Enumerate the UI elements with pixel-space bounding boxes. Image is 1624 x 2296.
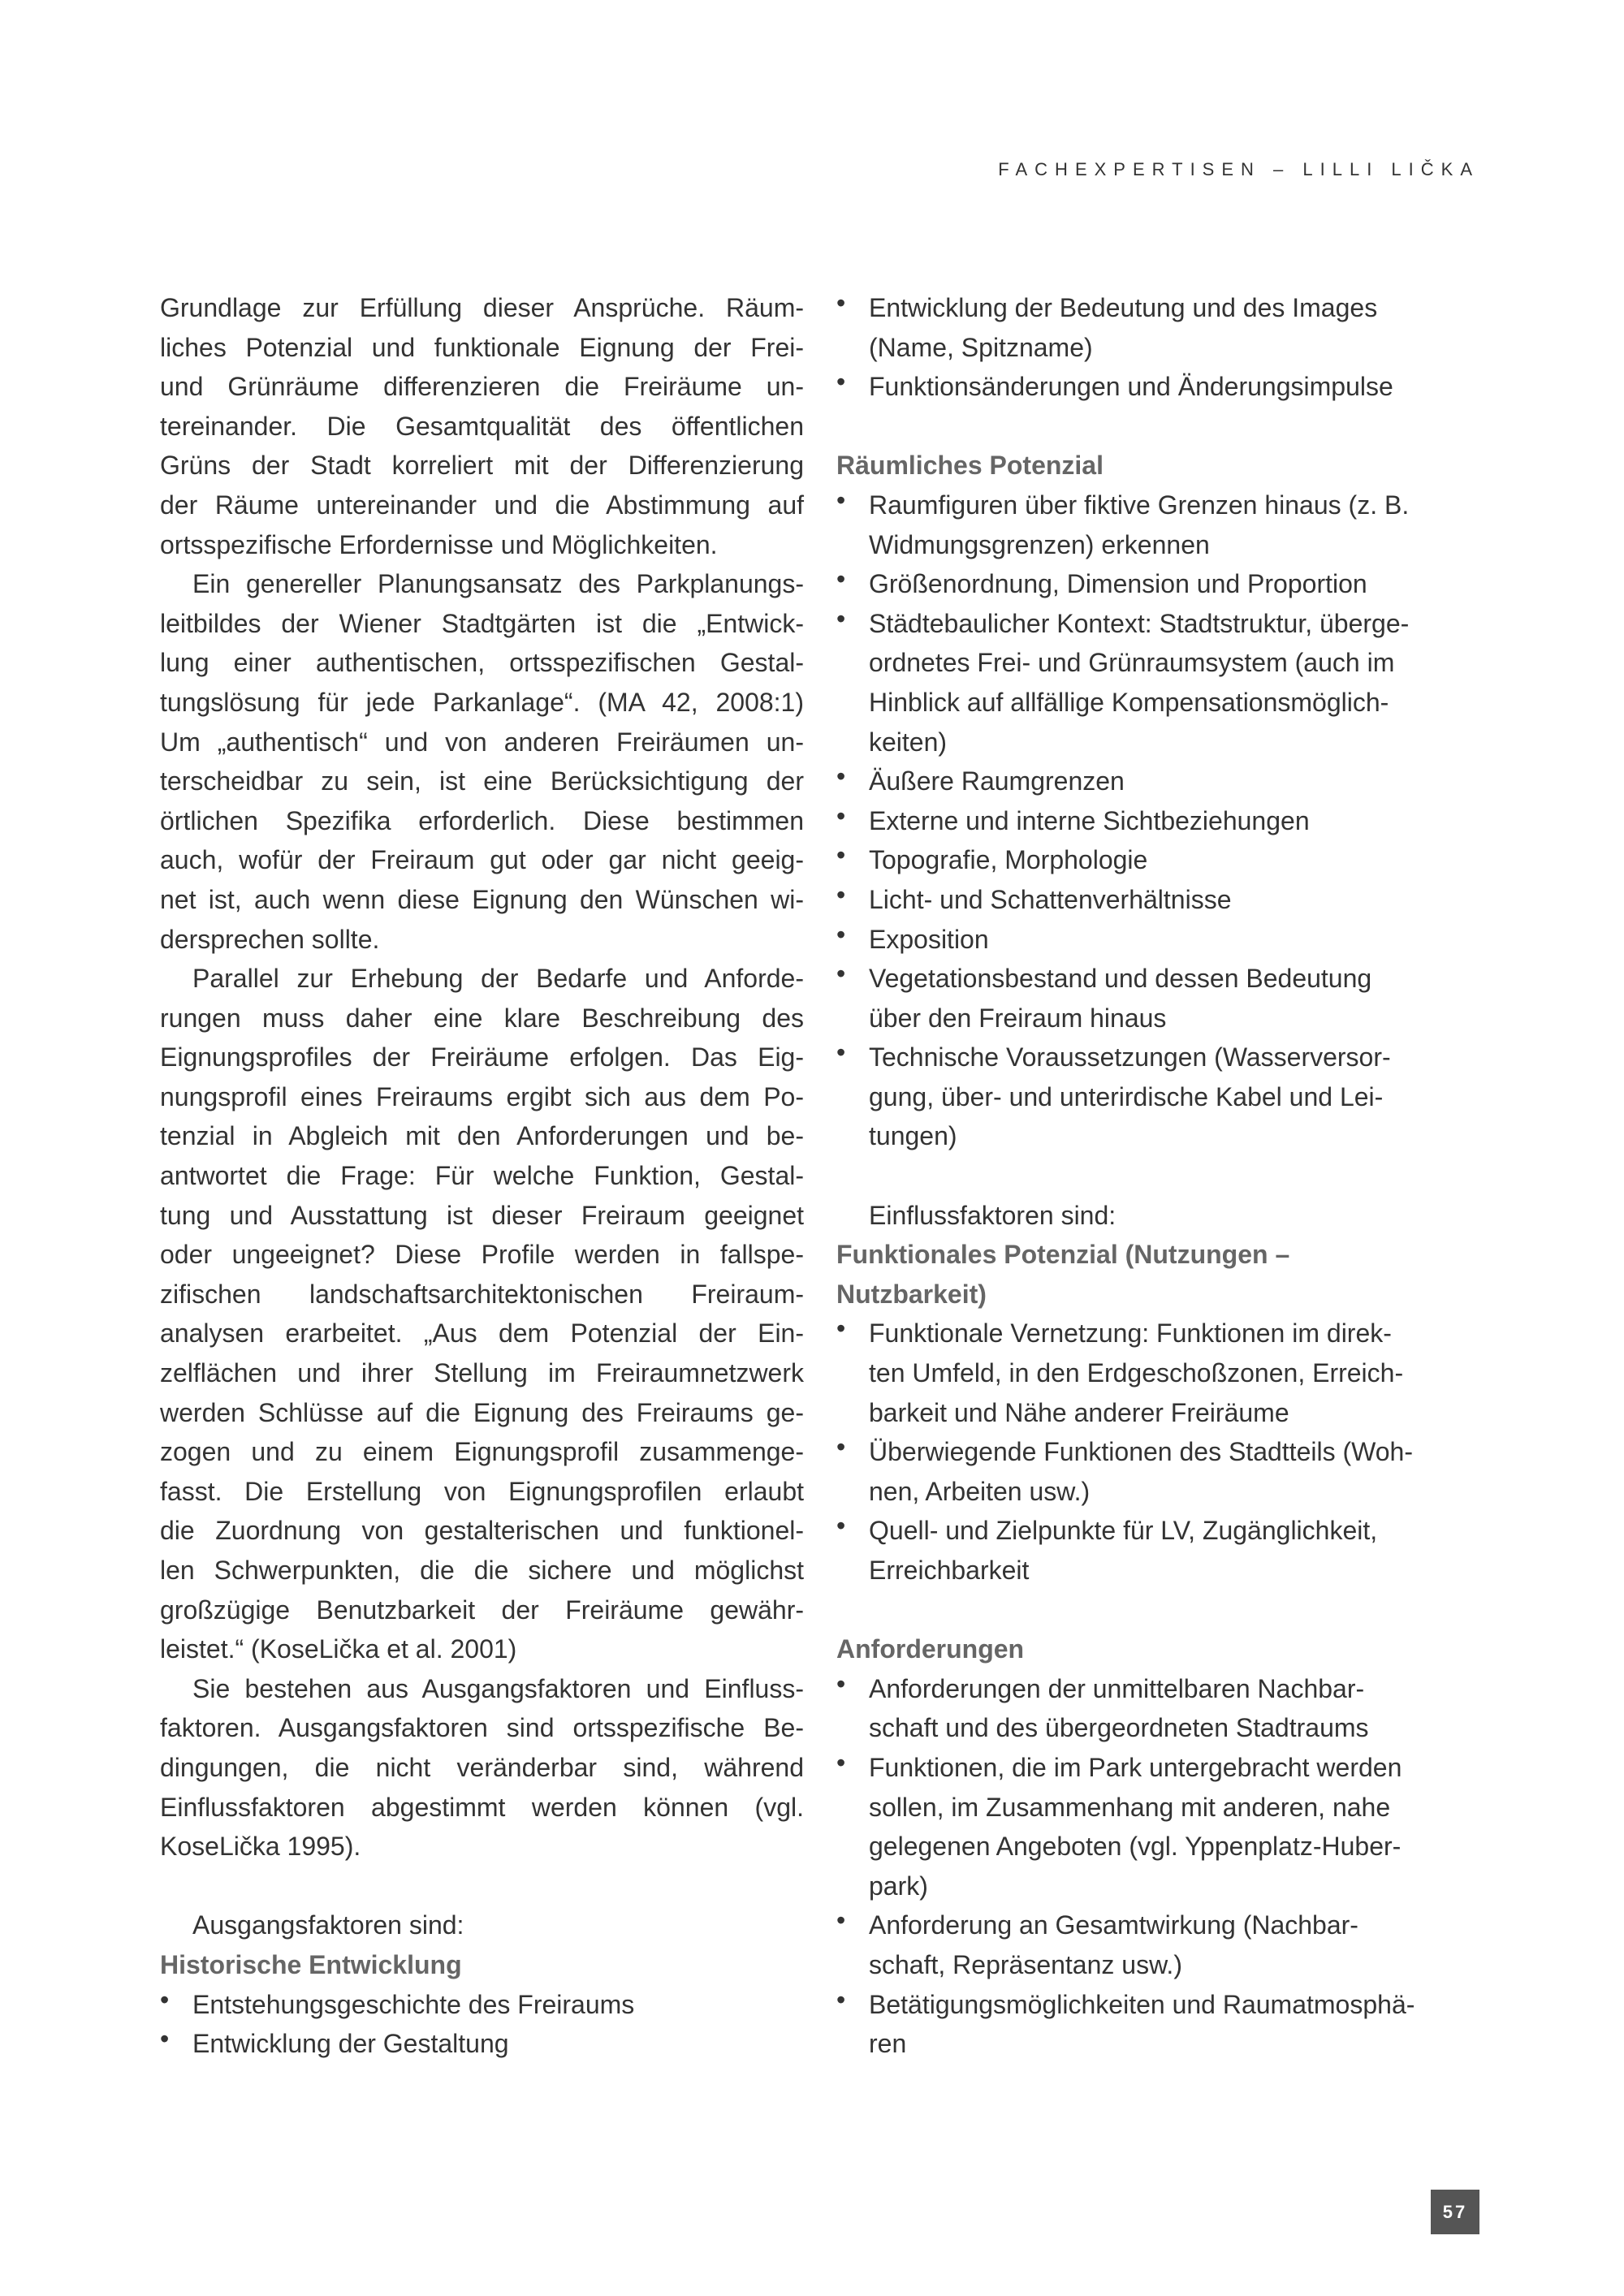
text-line: Funktionen, die im Park untergebracht werden xyxy=(869,1752,1402,1782)
text-line: Funktionale Vernetzung: Funktionen im direk- xyxy=(869,1318,1392,1349)
text-line: gelegenen Angeboten (vgl. Yppenplatz-Huber- xyxy=(869,1832,1402,1862)
list-item xyxy=(836,1314,1482,1432)
section-heading xyxy=(836,446,1482,486)
text-line: Externe und interne Sichtbeziehungen xyxy=(869,805,1310,835)
list-item xyxy=(836,880,1482,920)
paragraph xyxy=(160,1669,804,1867)
text-line: Entwicklung der Gestaltung xyxy=(192,2029,509,2059)
bullet-icon: • xyxy=(836,762,846,792)
text-line: schaft und des übergeordneten Stadtraums xyxy=(869,1713,1369,1743)
heading-line: Anforderungen xyxy=(836,1634,1025,1664)
text-line: ten Umfeld, in den Erdgeschoßzonen, Erreich- xyxy=(869,1358,1404,1388)
list-item xyxy=(836,1985,1482,2064)
text-line: Einflussfaktoren sind: xyxy=(869,1200,1116,1230)
paragraph xyxy=(160,288,804,564)
text-line: Einflussfaktoren abgestimmt werden können (vgl. xyxy=(160,1792,804,1822)
blank-line xyxy=(160,1867,804,1906)
bullet-icon: • xyxy=(836,1038,846,1068)
section-heading xyxy=(836,1235,1482,1314)
text-line: terscheidbar zu sein, ist eine Berücksichtigung der xyxy=(160,766,804,796)
text-line: die Zuordnung von gestalterischen und funktionel- xyxy=(160,1516,804,1546)
text-line: tungslösung für jede Parkanlage“. (MA 42, 2008:1) xyxy=(160,687,804,717)
text-line: schaft, Repräsentanz usw.) xyxy=(869,1949,1182,1979)
bullet-icon: • xyxy=(836,1511,846,1541)
list-item xyxy=(836,564,1482,604)
text-line: sollen, im Zusammenhang mit anderen, nahe xyxy=(869,1792,1391,1822)
list-item xyxy=(160,2024,804,2064)
blank-line xyxy=(836,1156,1482,1196)
text-line: gung, über- und unterirdische Kabel und Lei- xyxy=(869,1081,1384,1111)
text-line: und Grünräume differenzieren die Freiräume un- xyxy=(160,372,804,402)
list-item xyxy=(836,604,1482,762)
text-line: Anforderungen der unmittelbaren Nachbar- xyxy=(869,1673,1365,1703)
text-line: analysen erarbeitet. „Aus dem Potenzial der Ein- xyxy=(160,1318,804,1349)
text-line: Um „authentisch“ und von anderen Freiräumen un- xyxy=(160,727,804,757)
text-line: Ausgangsfaktoren sind: xyxy=(192,1910,464,1940)
text-line: Exposition xyxy=(869,924,989,954)
text-line: Topografie, Morphologie xyxy=(869,845,1148,875)
text-line: Betätigungsmöglichkeiten und Raumatmosphä- xyxy=(869,1989,1415,2019)
text-line xyxy=(836,1196,1482,1236)
text-line: zelflächen und ihrer Stellung im Freiraumnetzwerk xyxy=(160,1358,804,1388)
right-column xyxy=(836,288,1482,2064)
text-line: Ein genereller Planungsansatz des Parkplanungs- xyxy=(192,569,804,599)
list-item xyxy=(836,1038,1482,1156)
text-line: Erreichbarkeit xyxy=(869,1556,1030,1585)
blank-line xyxy=(836,1590,1482,1630)
text-line: Sie bestehen aus Ausgangsfaktoren und Einfluss- xyxy=(192,1673,804,1703)
text-line: nungsprofil eines Freiraums ergibt sich aus dem Po- xyxy=(160,1081,804,1111)
text-line: Entwicklung der Bedeutung und des Images xyxy=(869,293,1378,322)
bullet-icon: • xyxy=(160,1984,170,2014)
text-line: rungen muss daher eine klare Beschreibung des xyxy=(160,1003,804,1033)
text-line: Widmungsgrenzen) erkennen xyxy=(869,529,1210,559)
text-line: Größenordnung, Dimension und Proportion xyxy=(869,569,1367,599)
text-line: Überwiegende Funktionen des Stadtteils (Woh- xyxy=(869,1437,1413,1467)
text-line: Äußere Raumgrenzen xyxy=(869,766,1125,796)
bullet-icon: • xyxy=(836,1747,846,1777)
section-heading xyxy=(836,1629,1482,1669)
text-line: großzügige Benutzbarkeit der Freiräume gewähr- xyxy=(160,1595,804,1625)
text-line: Entstehungsgeschichte des Freiraums xyxy=(192,1989,635,2019)
bullet-icon: • xyxy=(160,2024,170,2054)
text-line: leistet.“ (KoseLička et al. 2001) xyxy=(160,1634,517,1664)
text-line: Funktionsänderungen und Änderungsimpulse xyxy=(869,372,1393,402)
list-item xyxy=(836,1432,1482,1511)
paragraph xyxy=(160,959,804,1669)
heading-line: Nutzbarkeit) xyxy=(836,1279,987,1309)
list-item xyxy=(836,486,1482,564)
text-line: Licht- und Schattenverhältnisse xyxy=(869,884,1232,914)
list-item xyxy=(836,762,1482,801)
text-line: Vegetationsbestand und dessen Bedeutung xyxy=(869,964,1372,994)
heading-line: Historische Entwicklung xyxy=(160,1949,462,1979)
bullet-icon: • xyxy=(836,1905,846,1936)
text-line: len Schwerpunkten, die die sichere und möglichst xyxy=(160,1556,804,1585)
list-item xyxy=(836,1905,1482,1984)
text-line xyxy=(160,1905,804,1945)
text-line: Parallel zur Erhebung der Bedarfe und Anforde- xyxy=(192,964,804,994)
list-item xyxy=(836,367,1482,407)
text-line: lung einer authentischen, ortsspezifischen Gestal- xyxy=(160,648,804,678)
text-line: Quell- und Zielpunkte für LV, Zugänglichkeit, xyxy=(869,1516,1378,1546)
running-header: FACHEXPERTISEN – LILLI LIČKA xyxy=(998,159,1479,179)
text-line: fasst. Die Erstellung von Eignungsprofilen erlaubt xyxy=(160,1476,804,1506)
list-item xyxy=(836,1511,1482,1590)
heading-line: Funktionales Potenzial (Nutzungen – xyxy=(836,1240,1290,1270)
text-line: werden Schlüsse auf die Eignung des Freiraums ge- xyxy=(160,1397,804,1427)
text-line: leitbildes der Wiener Stadtgärten ist die „Entwick- xyxy=(160,608,804,638)
bullet-icon: • xyxy=(836,959,846,989)
text-line: tenzial in Abgleich mit den Anforderungen und be- xyxy=(160,1121,804,1151)
text-line: über den Freiraum hinaus xyxy=(869,1003,1167,1033)
text-line: Eignungsprofiles der Freiräume erfolgen. Das Eig- xyxy=(160,1042,804,1072)
text-line: zifischen landschaftsarchitektonischen Freiraum- xyxy=(160,1279,804,1309)
bullet-icon: • xyxy=(836,603,846,633)
text-line: der Räume untereinander und die Abstimmung auf xyxy=(160,490,804,520)
text-line: dingungen, die nicht veränderbar sind, während xyxy=(160,1752,804,1782)
list-item xyxy=(836,920,1482,960)
text-line: Städtebaulicher Kontext: Stadtstruktur, überge- xyxy=(869,608,1410,638)
text-line: KoseLička 1995). xyxy=(160,1832,361,1862)
text-line: (Name, Spitzname) xyxy=(869,332,1093,362)
bullet-icon: • xyxy=(836,1314,846,1344)
bullet-icon: • xyxy=(836,485,846,515)
text-line: örtlichen Spezifika erforderlich. Diese bestimmen xyxy=(160,805,804,835)
text-line: dersprechen sollte. xyxy=(160,924,380,954)
bullet-icon: • xyxy=(836,879,846,909)
bullet-icon: • xyxy=(836,288,846,317)
text-line: ordnetes Frei- und Grünraumsystem (auch im xyxy=(869,648,1395,678)
text-line: Grüns der Stadt korreliert mit der Differenzierung xyxy=(160,451,804,481)
text-line: oder ungeeignet? Diese Profile werden in fallspe- xyxy=(160,1240,804,1270)
text-line: tung und Ausstattung ist dieser Freiraum geeignet xyxy=(160,1200,804,1230)
text-line: liches Potenzial und funktionale Eignung der Frei- xyxy=(160,332,804,362)
text-line: barkeit und Nähe anderer Freiräume xyxy=(869,1397,1289,1427)
text-line: faktoren. Ausgangsfaktoren sind ortsspezifische Be- xyxy=(160,1713,804,1743)
bullet-icon: • xyxy=(836,367,846,397)
list-item xyxy=(836,1748,1482,1905)
text-line: park) xyxy=(869,1871,928,1901)
bullet-icon: • xyxy=(836,1984,846,2014)
bullet-icon: • xyxy=(836,801,846,831)
text-line: tungen) xyxy=(869,1121,957,1151)
text-line: tereinander. Die Gesamtqualität des öffentlichen xyxy=(160,411,804,441)
list-item xyxy=(836,840,1482,880)
text-line: ortsspezifische Erfordernisse und Möglichkeiten. xyxy=(160,529,718,559)
text-line: Technische Voraussetzungen (Wasserversor- xyxy=(869,1042,1391,1072)
blank-line xyxy=(836,407,1482,447)
page-number: 57 xyxy=(1431,2190,1479,2234)
text-line: keiten) xyxy=(869,727,948,757)
text-line: nen, Arbeiten usw.) xyxy=(869,1476,1091,1506)
bullet-icon: • xyxy=(836,919,846,949)
list-item xyxy=(836,959,1482,1038)
list-item xyxy=(836,1669,1482,1748)
bullet-icon: • xyxy=(836,840,846,870)
heading-line: Räumliches Potenzial xyxy=(836,451,1104,481)
text-line: zogen und zu einem Eignungsprofil zusammenge- xyxy=(160,1437,804,1467)
text-line: Raumfiguren über fiktive Grenzen hinaus (z. B. xyxy=(869,490,1410,520)
text-line: ren xyxy=(869,2029,907,2059)
paragraph xyxy=(160,564,804,959)
text-line: Anforderung an Gesamtwirkung (Nachbar- xyxy=(869,1910,1358,1940)
bullet-icon: • xyxy=(836,1432,846,1462)
bullet-icon: • xyxy=(836,564,846,594)
text-line: auch, wofür der Freiraum gut oder gar nicht geeig- xyxy=(160,845,804,875)
list-item xyxy=(836,288,1482,367)
left-column xyxy=(160,288,804,2064)
list-item xyxy=(836,801,1482,841)
text-line: antwortet die Frage: Für welche Funktion, Gestal- xyxy=(160,1161,804,1191)
text-line: net ist, auch wenn diese Eignung den Wünschen wi- xyxy=(160,884,804,914)
list-item xyxy=(160,1985,804,2025)
text-line: Hinblick auf allfällige Kompensationsmöglich- xyxy=(869,687,1389,717)
text-line: Grundlage zur Erfüllung dieser Ansprüche. Räum- xyxy=(160,293,804,322)
bullet-icon: • xyxy=(836,1668,846,1698)
section-heading xyxy=(160,1945,804,1985)
